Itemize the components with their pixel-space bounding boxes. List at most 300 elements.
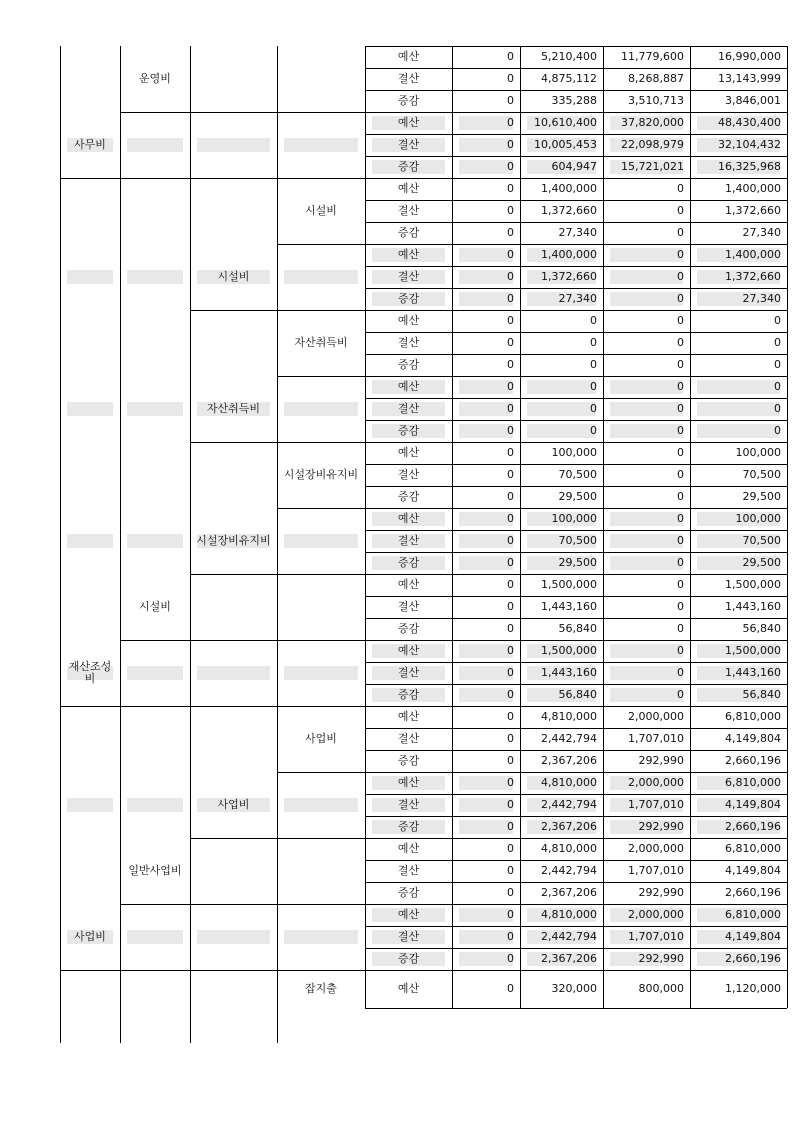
row-line xyxy=(365,178,787,179)
group-line xyxy=(120,640,190,641)
budget-type: 결산 xyxy=(397,336,420,349)
amount-cell: 0 xyxy=(507,204,514,217)
amount-cell: 0 xyxy=(507,336,514,349)
budget-type: 예산 xyxy=(397,908,420,921)
row-line xyxy=(365,618,787,619)
amount-cell: 0 xyxy=(507,358,514,371)
amount-cell: 0 xyxy=(507,72,514,85)
group-line xyxy=(277,508,365,509)
amount-cell: 70,500 xyxy=(558,468,597,481)
amount-cell: 0 xyxy=(590,336,597,349)
row-line xyxy=(365,90,787,91)
amount-cell: 0 xyxy=(590,380,597,393)
label-shade xyxy=(127,534,183,548)
label-shade xyxy=(127,270,183,284)
amount-cell: 0 xyxy=(677,424,684,437)
row-line xyxy=(365,486,787,487)
row-line xyxy=(365,156,787,157)
label-shade xyxy=(127,138,183,152)
amount-cell: 1,500,000 xyxy=(541,644,597,657)
row-line xyxy=(365,706,787,707)
amount-cell: 0 xyxy=(507,226,514,239)
budget-type: 예산 xyxy=(397,578,420,591)
group-line xyxy=(277,838,365,839)
amount-cell: 0 xyxy=(507,864,514,877)
row-line xyxy=(365,596,787,597)
budget-type: 증감 xyxy=(397,292,420,305)
group-line xyxy=(190,112,277,113)
amount-cell: 0 xyxy=(507,116,514,129)
amount-cell: 1,400,000 xyxy=(541,248,597,261)
amount-cell: 0 xyxy=(507,666,514,679)
budget-type: 증감 xyxy=(397,490,420,503)
amount-cell: 0 xyxy=(507,314,514,327)
amount-cell: 0 xyxy=(677,622,684,635)
amount-cell: 292,990 xyxy=(638,886,684,899)
amount-cell: 292,990 xyxy=(638,820,684,833)
amount-cell: 100,000 xyxy=(551,446,597,459)
amount-cell: 800,000 xyxy=(638,982,684,995)
amount-cell: 2,367,206 xyxy=(541,754,597,767)
row-line xyxy=(365,398,787,399)
amount-cell: 0 xyxy=(507,952,514,965)
row-line xyxy=(365,508,787,509)
amount-cell: 0 xyxy=(774,402,781,415)
group-line xyxy=(120,112,190,113)
amount-cell: 0 xyxy=(677,270,684,283)
group-line xyxy=(277,178,365,179)
row-line xyxy=(365,772,787,773)
amount-cell: 4,810,000 xyxy=(541,908,597,921)
budget-type: 예산 xyxy=(397,982,420,995)
amount-cell: 1,443,160 xyxy=(725,666,781,679)
amount-cell: 70,500 xyxy=(742,534,781,547)
amount-cell: 2,660,196 xyxy=(725,820,781,833)
amount-cell: 29,500 xyxy=(742,490,781,503)
amount-cell: 27,340 xyxy=(742,292,781,305)
group-line xyxy=(190,838,277,839)
amount-cell: 0 xyxy=(507,490,514,503)
label-shade xyxy=(197,930,270,944)
amount-cell: 37,820,000 xyxy=(621,116,684,129)
amount-cell: 1,372,660 xyxy=(541,270,597,283)
group-line xyxy=(277,112,365,113)
label-shade xyxy=(284,666,358,680)
group-line xyxy=(277,970,365,971)
row-line xyxy=(365,684,787,685)
amount-cell: 27,340 xyxy=(742,226,781,239)
label-shade xyxy=(127,930,183,944)
amount-cell: 32,104,432 xyxy=(718,138,781,151)
amount-cell: 1,443,160 xyxy=(541,600,597,613)
amount-cell: 2,367,206 xyxy=(541,952,597,965)
amount-cell: 1,443,160 xyxy=(541,666,597,679)
amount-cell: 0 xyxy=(507,732,514,745)
amount-cell: 13,143,999 xyxy=(718,72,781,85)
amount-cell: 4,810,000 xyxy=(541,842,597,855)
category-label: 사업비 xyxy=(217,798,250,811)
amount-cell: 27,340 xyxy=(558,292,597,305)
amount-cell: 0 xyxy=(677,600,684,613)
category-label: 사업비 xyxy=(74,930,106,943)
group-line xyxy=(277,442,365,443)
group-line xyxy=(190,574,277,575)
amount-cell: 0 xyxy=(677,292,684,305)
budget-type: 결산 xyxy=(397,204,420,217)
amount-cell: 335,288 xyxy=(551,94,597,107)
amount-cell: 0 xyxy=(677,402,684,415)
category-label: 일반사업비 xyxy=(128,864,182,877)
amount-cell: 0 xyxy=(507,138,514,151)
col-line xyxy=(190,46,191,1043)
amount-cell: 2,000,000 xyxy=(628,776,684,789)
group-line xyxy=(60,706,120,707)
row-line xyxy=(365,882,787,883)
amount-cell: 0 xyxy=(507,424,514,437)
label-shade xyxy=(67,270,113,284)
budget-type: 증감 xyxy=(397,94,420,107)
amount-cell: 320,000 xyxy=(551,982,597,995)
amount-cell: 4,149,804 xyxy=(725,864,781,877)
row-line xyxy=(365,794,787,795)
label-shade xyxy=(127,666,183,680)
category-label: 시설비 xyxy=(217,270,250,283)
amount-cell: 6,810,000 xyxy=(725,908,781,921)
amount-cell: 4,149,804 xyxy=(725,732,781,745)
amount-cell: 0 xyxy=(507,380,514,393)
label-shade xyxy=(284,930,358,944)
row-line xyxy=(365,662,787,663)
amount-cell: 1,400,000 xyxy=(725,248,781,261)
amount-cell: 0 xyxy=(507,622,514,635)
group-line xyxy=(120,178,190,179)
budget-type: 결산 xyxy=(397,534,420,547)
group-line xyxy=(60,178,120,179)
group-line xyxy=(277,640,365,641)
label-shade xyxy=(284,534,358,548)
amount-cell: 56,840 xyxy=(742,622,781,635)
row-line xyxy=(365,926,787,927)
budget-type: 결산 xyxy=(397,930,420,943)
row-line xyxy=(365,112,787,113)
amount-cell: 11,779,600 xyxy=(621,50,684,63)
amount-cell: 6,810,000 xyxy=(725,776,781,789)
amount-cell: 4,875,112 xyxy=(541,72,597,85)
budget-type: 증감 xyxy=(397,688,420,701)
budget-type: 예산 xyxy=(397,512,420,525)
item-label: 잡지출 xyxy=(305,982,337,995)
budget-type: 예산 xyxy=(397,380,420,393)
amount-cell: 70,500 xyxy=(742,468,781,481)
amount-cell: 56,840 xyxy=(558,622,597,635)
amount-cell: 292,990 xyxy=(638,952,684,965)
label-shade xyxy=(67,402,113,416)
budget-type: 증감 xyxy=(397,754,420,767)
amount-cell: 2,660,196 xyxy=(725,952,781,965)
amount-cell: 0 xyxy=(507,886,514,899)
category-label: 재산조성비 xyxy=(68,660,112,685)
amount-cell: 70,500 xyxy=(558,534,597,547)
row-line xyxy=(365,310,787,311)
row-line xyxy=(365,46,787,47)
amount-cell: 0 xyxy=(677,512,684,525)
amount-cell: 1,372,660 xyxy=(725,270,781,283)
amount-cell: 1,500,000 xyxy=(725,644,781,657)
amount-cell: 0 xyxy=(507,908,514,921)
budget-type: 결산 xyxy=(397,732,420,745)
amount-cell: 0 xyxy=(507,556,514,569)
budget-type: 증감 xyxy=(397,886,420,899)
label-shade xyxy=(127,798,183,812)
amount-cell: 0 xyxy=(774,314,781,327)
budget-type: 증감 xyxy=(397,226,420,239)
budget-type: 증감 xyxy=(397,358,420,371)
row-line xyxy=(365,530,787,531)
amount-cell: 0 xyxy=(677,204,684,217)
row-line xyxy=(365,750,787,751)
row-line xyxy=(365,420,787,421)
amount-cell: 100,000 xyxy=(735,512,781,525)
category-label: 시설비 xyxy=(139,600,171,613)
budget-type: 결산 xyxy=(397,270,420,283)
col-line xyxy=(277,46,278,1043)
amount-cell: 29,500 xyxy=(742,556,781,569)
row-line xyxy=(365,68,787,69)
label-shade xyxy=(284,270,358,284)
amount-cell: 0 xyxy=(677,688,684,701)
row-line xyxy=(365,574,787,575)
category-label: 시설장비유지비 xyxy=(283,468,359,481)
amount-cell: 16,325,968 xyxy=(718,160,781,173)
amount-cell: 2,442,794 xyxy=(541,732,597,745)
category-label: 자산취득비 xyxy=(294,336,348,349)
label-shade xyxy=(127,402,183,416)
amount-cell: 0 xyxy=(507,94,514,107)
label-shade xyxy=(67,798,113,812)
amount-cell: 2,442,794 xyxy=(541,864,597,877)
budget-type: 증감 xyxy=(397,556,420,569)
budget-type: 결산 xyxy=(397,666,420,679)
row-line xyxy=(365,244,787,245)
row-line xyxy=(365,552,787,553)
amount-cell: 1,372,660 xyxy=(725,204,781,217)
amount-cell: 0 xyxy=(774,358,781,371)
budget-type: 증감 xyxy=(397,820,420,833)
amount-cell: 1,372,660 xyxy=(541,204,597,217)
amount-cell: 0 xyxy=(507,688,514,701)
budget-type: 증감 xyxy=(397,160,420,173)
group-line xyxy=(120,970,190,971)
amount-cell: 0 xyxy=(507,820,514,833)
group-line xyxy=(277,574,365,575)
col-line xyxy=(60,46,61,1043)
budget-type: 예산 xyxy=(397,710,420,723)
amount-cell: 0 xyxy=(507,798,514,811)
budget-type: 결산 xyxy=(397,600,420,613)
amount-cell: 0 xyxy=(677,358,684,371)
amount-cell: 0 xyxy=(507,982,514,995)
group-line xyxy=(277,904,365,905)
amount-cell: 0 xyxy=(677,468,684,481)
amount-cell: 0 xyxy=(677,666,684,679)
amount-cell: 27,340 xyxy=(558,226,597,239)
budget-type: 증감 xyxy=(397,622,420,635)
amount-cell: 0 xyxy=(507,578,514,591)
amount-cell: 0 xyxy=(774,336,781,349)
amount-cell: 0 xyxy=(507,842,514,855)
amount-cell: 1,707,010 xyxy=(628,930,684,943)
amount-cell: 0 xyxy=(507,50,514,63)
row-line xyxy=(365,816,787,817)
amount-cell: 0 xyxy=(677,314,684,327)
amount-cell: 0 xyxy=(507,468,514,481)
amount-cell: 0 xyxy=(677,534,684,547)
budget-type: 예산 xyxy=(397,776,420,789)
budget-type: 결산 xyxy=(397,72,420,85)
group-line xyxy=(277,244,365,245)
category-label: 사업비 xyxy=(305,732,337,745)
category-label: 운영비 xyxy=(139,72,171,85)
amount-cell: 0 xyxy=(590,424,597,437)
amount-cell: 0 xyxy=(507,182,514,195)
amount-cell: 22,098,979 xyxy=(621,138,684,151)
group-line xyxy=(60,970,120,971)
amount-cell: 0 xyxy=(590,358,597,371)
row-line xyxy=(365,904,787,905)
amount-cell: 4,810,000 xyxy=(541,776,597,789)
amount-cell: 100,000 xyxy=(551,512,597,525)
amount-cell: 29,500 xyxy=(558,556,597,569)
category-label: 시설장비유지비 xyxy=(196,534,271,547)
amount-cell: 0 xyxy=(507,710,514,723)
amount-cell: 0 xyxy=(507,930,514,943)
label-shade xyxy=(284,402,358,416)
group-line xyxy=(190,310,277,311)
row-line xyxy=(365,134,787,135)
group-line xyxy=(277,376,365,377)
amount-cell: 1,400,000 xyxy=(541,182,597,195)
amount-cell: 2,000,000 xyxy=(628,710,684,723)
row-line xyxy=(365,266,787,267)
row-line xyxy=(365,354,787,355)
budget-type: 결산 xyxy=(397,402,420,415)
group-line xyxy=(190,706,277,707)
category-label: 사무비 xyxy=(74,138,106,151)
amount-cell: 0 xyxy=(774,380,781,393)
col-line xyxy=(120,46,121,1043)
budget-type: 결산 xyxy=(397,864,420,877)
amount-cell: 100,000 xyxy=(735,446,781,459)
amount-cell: 2,000,000 xyxy=(628,842,684,855)
amount-cell: 1,443,160 xyxy=(725,600,781,613)
amount-cell: 0 xyxy=(677,248,684,261)
row-line xyxy=(365,464,787,465)
amount-cell: 0 xyxy=(677,556,684,569)
row-line xyxy=(365,222,787,223)
amount-cell: 8,268,887 xyxy=(628,72,684,85)
amount-cell: 2,442,794 xyxy=(541,930,597,943)
amount-cell: 0 xyxy=(677,446,684,459)
budget-type: 예산 xyxy=(397,842,420,855)
group-line xyxy=(277,310,365,311)
amount-cell: 56,840 xyxy=(558,688,597,701)
amount-cell: 1,707,010 xyxy=(628,864,684,877)
amount-cell: 0 xyxy=(677,336,684,349)
amount-cell: 0 xyxy=(507,534,514,547)
amount-cell: 1,707,010 xyxy=(628,798,684,811)
group-line xyxy=(190,178,277,179)
amount-cell: 0 xyxy=(677,380,684,393)
amount-cell: 0 xyxy=(507,644,514,657)
group-line xyxy=(190,442,277,443)
row-line xyxy=(365,288,787,289)
row-line xyxy=(365,860,787,861)
amount-cell: 0 xyxy=(507,446,514,459)
budget-type: 예산 xyxy=(397,314,420,327)
budget-type: 결산 xyxy=(397,798,420,811)
amount-cell: 292,990 xyxy=(638,754,684,767)
row-line xyxy=(365,332,787,333)
amount-cell: 16,990,000 xyxy=(718,50,781,63)
amount-cell: 0 xyxy=(677,490,684,503)
amount-cell: 0 xyxy=(677,578,684,591)
group-line xyxy=(190,970,277,971)
amount-cell: 2,660,196 xyxy=(725,754,781,767)
group-line xyxy=(277,706,365,707)
label-shade xyxy=(284,798,358,812)
label-shade xyxy=(284,138,358,152)
amount-cell: 0 xyxy=(507,600,514,613)
amount-cell: 0 xyxy=(507,512,514,525)
amount-cell: 48,430,400 xyxy=(718,116,781,129)
budget-type: 예산 xyxy=(397,446,420,459)
amount-cell: 0 xyxy=(507,160,514,173)
amount-cell: 3,846,001 xyxy=(725,94,781,107)
budget-type: 예산 xyxy=(397,116,420,129)
row-line xyxy=(365,1008,787,1009)
category-label: 시설비 xyxy=(305,204,337,217)
amount-cell: 604,947 xyxy=(551,160,597,173)
row-line xyxy=(365,640,787,641)
col-line xyxy=(787,46,788,1008)
budget-type: 예산 xyxy=(397,182,420,195)
group-line xyxy=(277,772,365,773)
amount-cell: 4,149,804 xyxy=(725,798,781,811)
amount-cell: 0 xyxy=(590,314,597,327)
budget-type: 결산 xyxy=(397,468,420,481)
group-line xyxy=(120,706,190,707)
amount-cell: 0 xyxy=(507,402,514,415)
amount-cell: 1,120,000 xyxy=(725,982,781,995)
group-line xyxy=(120,904,190,905)
amount-cell: 6,810,000 xyxy=(725,842,781,855)
amount-cell: 0 xyxy=(677,644,684,657)
group-line xyxy=(190,904,277,905)
amount-cell: 4,810,000 xyxy=(541,710,597,723)
group-line xyxy=(190,640,277,641)
row-line xyxy=(365,970,787,971)
row-line xyxy=(365,728,787,729)
amount-cell: 1,707,010 xyxy=(628,732,684,745)
amount-cell: 0 xyxy=(590,402,597,415)
amount-cell: 6,810,000 xyxy=(725,710,781,723)
amount-cell: 2,000,000 xyxy=(628,908,684,921)
amount-cell: 1,400,000 xyxy=(725,182,781,195)
amount-cell: 0 xyxy=(507,248,514,261)
amount-cell: 5,210,400 xyxy=(541,50,597,63)
amount-cell: 0 xyxy=(507,270,514,283)
amount-cell: 1,500,000 xyxy=(541,578,597,591)
